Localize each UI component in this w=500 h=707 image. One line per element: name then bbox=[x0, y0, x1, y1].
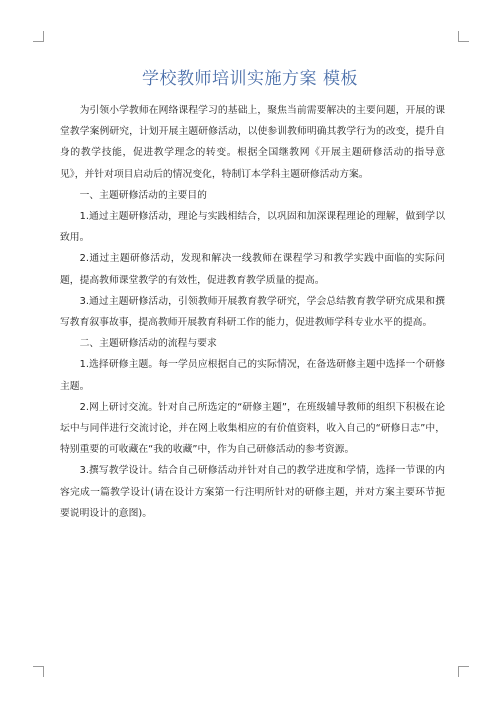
document-body bbox=[60, 100, 445, 524]
crop-mark-top-right bbox=[458, 31, 469, 42]
section-heading-purpose: 一、主题研修活动的主要目的 bbox=[79, 189, 207, 201]
section-heading-process: 二、主题研修活动的流程与要求 bbox=[79, 338, 217, 350]
purpose-item-3: 3.通过主题研修活动，引领教师开展教育教学研究，学会总结教育教学研究成果和撰写教育叙事故事，提高教师开展教育科研工作的能力，促进教师学科专业水平的提高。 bbox=[60, 295, 445, 329]
crop-mark-top-left bbox=[33, 31, 44, 42]
crop-mark-bottom-left bbox=[33, 666, 44, 677]
intro-paragraph: 为引领小学教师在网络课程学习的基础上，聚焦当前需要解决的主要问题，开展的课堂教学案例研究，计划开展主题研修活动，以使参训教师明确其教学行为的改变，提升自身的教学技能，促进教学理念的转变。根据全国继教网《开展主题研修活动的指导意见》，并针对项目启动后的情况变化，特制订本学科主题研修活动方案。 bbox=[60, 105, 445, 180]
crop-mark-bottom-right bbox=[458, 666, 469, 677]
process-item-1: 1.选择研修主题。每一学员应根据自己的实际情况，在备选研修主题中选择一个研修主题。 bbox=[60, 359, 445, 392]
process-item-2: 2.网上研讨交流。针对自己所选定的“研修主题”，在班级辅导教师的组织下积极在论坛中与同伴进行交流讨论，并在网上收集相应的有价值资料，收入自己的“研修日志”中，特别重要的可收藏在“我的收藏”中，作为自己研修活动的参考资源。 bbox=[60, 401, 445, 456]
purpose-item-1: 1.通过主题研修活动，理论与实践相结合，以巩固和加深课程理论的理解，做到学以致用。 bbox=[60, 211, 445, 244]
purpose-item-2: 2.通过主题研修活动，发现和解决一线教师在课程学习和教学实践中面临的实际问题，提高教师课堂教学的有效性，促进教育教学质量的提高。 bbox=[60, 253, 445, 286]
process-item-3: 3.撰写教学设计。结合自己研修活动并针对自己的教学进度和学情，选择一节课的内容完成一篇教学设计(请在设计方案第一行注明所针对的研修主题，并对方案主要环节扼要说明设计的意图)。 bbox=[60, 465, 445, 519]
document-title: 学校教师培训实施方案 模板 bbox=[142, 69, 358, 89]
